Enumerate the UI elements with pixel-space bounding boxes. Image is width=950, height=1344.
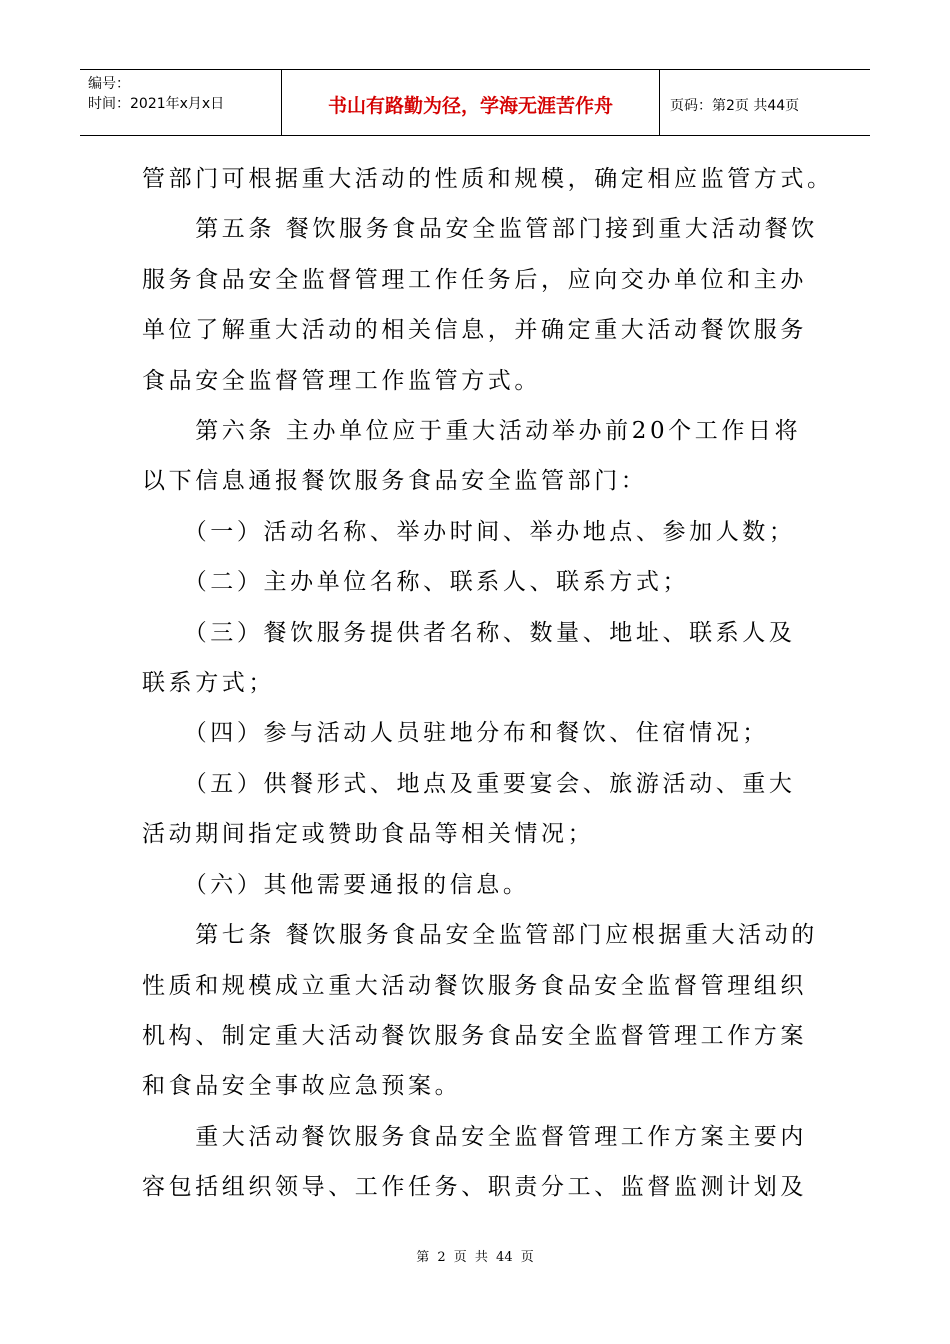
body-line: 联系方式； <box>142 670 275 697</box>
body-line: 单位了解重大活动的相关信息，并确定重大活动餐饮服务 <box>142 317 807 344</box>
body-line: 机构、制定重大活动餐饮服务食品安全监督管理工作方案 <box>142 1022 807 1049</box>
body-line: 管部门可根据重大活动的性质和规模，确定相应监管方式。 <box>142 166 834 192</box>
body-line: 重大活动餐饮服务食品安全监督管理工作方案主要内 <box>142 1123 807 1150</box>
header-page-info: 页码：第2页 共44页 <box>670 97 800 114</box>
body-line: 第七条 餐饮服务食品安全监管部门应根据重大活动的 <box>142 922 818 949</box>
body-line: （二）主办单位名称、联系人、联系方式； <box>142 569 690 596</box>
document-header <box>80 69 870 136</box>
page-footer: 第 2 页 共 44 页 <box>416 1250 534 1265</box>
header-motto: 书山有路勤为径，学海无涯苦作舟 <box>282 70 660 135</box>
body-line: 第五条 餐饮服务食品安全监管部门接到重大活动餐饮 <box>142 216 818 243</box>
body-line: 服务食品安全监督管理工作任务后，应向交办单位和主办 <box>142 266 807 293</box>
body-line: 活动期间指定或赞助食品等相关情况； <box>142 821 595 848</box>
body-line: 食品安全监督管理工作监管方式。 <box>142 367 541 394</box>
document-body <box>142 154 834 1213</box>
date-label: 时间：2021年x月x日 <box>88 96 225 112</box>
body-line: （一）活动名称、举办时间、举办地点、参加人数； <box>142 518 796 545</box>
serial-number-label: 编号： <box>88 76 130 92</box>
body-line: （三）餐饮服务提供者名称、数量、地址、联系人及 <box>142 619 796 646</box>
body-line: 性质和规模成立重大活动餐饮服务食品安全监督管理组织 <box>142 972 807 999</box>
header-meta-cell <box>80 70 282 135</box>
body-line: （五）供餐形式、地点及重要宴会、旅游活动、重大 <box>142 770 796 797</box>
body-line: 和食品安全事故应急预案。 <box>142 1073 462 1100</box>
body-line: （四）参与活动人员驻地分布和餐饮、住宿情况； <box>142 720 769 747</box>
body-line: 第六条 主办单位应于重大活动举办前20个工作日将 <box>142 418 802 445</box>
body-line: 容包括组织领导、工作任务、职责分工、监督监测计划及 <box>142 1174 807 1201</box>
body-line: （六）其他需要通报的信息。 <box>142 871 530 898</box>
body-line: 以下信息通报餐饮服务食品安全监管部门： <box>142 468 648 495</box>
